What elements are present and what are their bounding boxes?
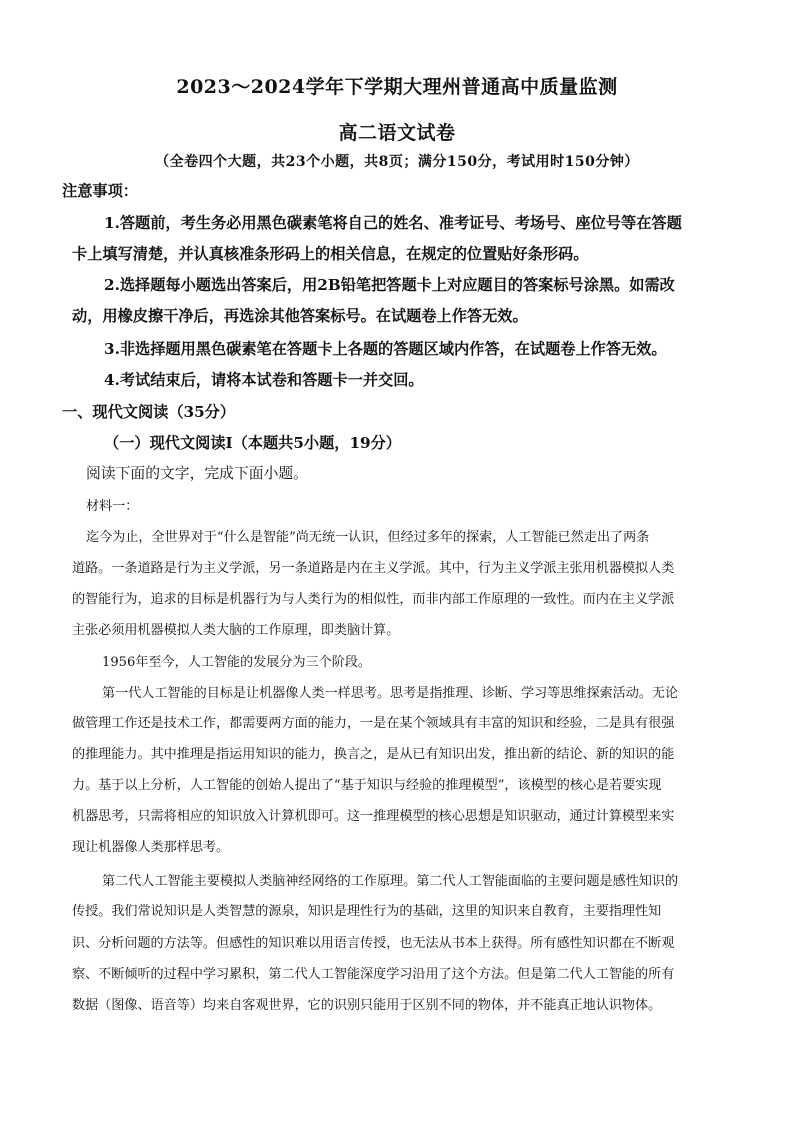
exam-info: （全卷四个大题，共23个小题，共8页；满分150分，考试用时150分钟） (155, 154, 639, 170)
body-line: 1956年至今，人工智能的发展分为三个阶段。 (102, 655, 372, 670)
body-line: 数据（图像、语音等）均来自客观世界，它的识别只能用于区别不同的物体，并不能真正地认识物体。 (72, 998, 662, 1013)
notice-line: 动，用橡皮擦干净后，再选涂其他答案标号。在试题卷上作答无效。 (72, 307, 528, 325)
section-heading: 一、现代文阅读（35分） (62, 403, 236, 421)
body-line: 第二代人工智能主要模拟人类脑神经网络的工作原理。第二代人工智能面临的主要问题是感性知识的 (102, 874, 679, 889)
notice-line: 4.考试结束后，请将本试卷和答题卡一并交回。 (104, 371, 424, 389)
reading-instruction: 阅读下面的文字，完成下面小题。 (86, 465, 308, 482)
body-line: 察、不断倾听的过程中学习累积，第二代人工智能深度学习沿用了这个方法。但是第二代人工智能的所有 (72, 967, 675, 982)
notice-line: 2.选择题每小题选出答案后，用2B铅笔把答题卡上对应题目的答案标号涂黑。如需改 (104, 276, 675, 294)
material-label: 材料一： (86, 499, 139, 514)
notice-line: 3.非选择题用黑色碳素笔在答题卡上各题的答题区域内作答，在试题卷上作答无效。 (104, 340, 667, 358)
body-line: 现让机器像人类那样思考。 (72, 840, 230, 855)
body-line: 机器思考，只需将相应的知识放入计算机即可。这一推理模型的核心思想是知识驱动，通过计算模型来实 (72, 809, 675, 824)
notice-line: 卡上填写清楚，并认真核准条形码上的相关信息，在规定的位置贴好条形码。 (72, 245, 589, 263)
exam-subtitle: 高二语文试卷 (338, 122, 456, 144)
body-line: 做管理工作还是技术工作，都需要两方面的能力，一是在某个领域具有丰富的知识和经验，二是具有很强 (72, 716, 675, 731)
body-line: 主张必须用机器模拟人类大脑的工作原理，即类脑计算。 (72, 623, 400, 638)
section-subheading: （一）现代文阅读Ⅰ（本题共5小题，19分） (104, 434, 401, 452)
body-line: 的智能行为，追求的目标是机器行为与人类行为的相似性，而非内部工作原理的一致性。而内在主义学派 (72, 592, 675, 607)
notice-heading: 注意事项： (62, 182, 138, 200)
exam-title: 2023～2024学年下学期大理州普通高中质量监测 (176, 76, 618, 98)
body-line: 识、分析问题的方法等。但感性的知识难以用语言传授，也无法从书本上获得。所有感性知识都在不断观 (72, 936, 675, 951)
body-line: 第一代人工智能的目标是让机器像人类一样思考。思考是指推理、诊断、学习等思维探索活动。无论 (102, 686, 679, 701)
notice-line: 1.答题前，考生务必用黑色碳素笔将自己的姓名、准考证号、考场号、座位号等在答题 (104, 214, 682, 232)
body-line: 迄今为止，全世界对于“什么是智能”尚无统一认识，但经过多年的探索，人工智能已然走出了两条 (86, 530, 650, 545)
body-line: 的推理能力。其中推理是指运用知识的能力，换言之，是从已有知识出发，推出新的结论、新的知识的能 (72, 747, 675, 762)
body-line: 道路。一条道路是行为主义学派，另一条道路是内在主义学派。其中，行为主义学派主张用机器模拟人类 (72, 561, 675, 576)
body-line: 传授。我们常说知识是人类智慧的源泉，知识是理性行为的基础，这里的知识来自教育，主要指理性知 (72, 904, 662, 919)
body-line: 力。基于以上分析，人工智能的创始人提出了“基于知识与经验的推理模型”，该模型的核心是若要实现 (72, 778, 662, 793)
